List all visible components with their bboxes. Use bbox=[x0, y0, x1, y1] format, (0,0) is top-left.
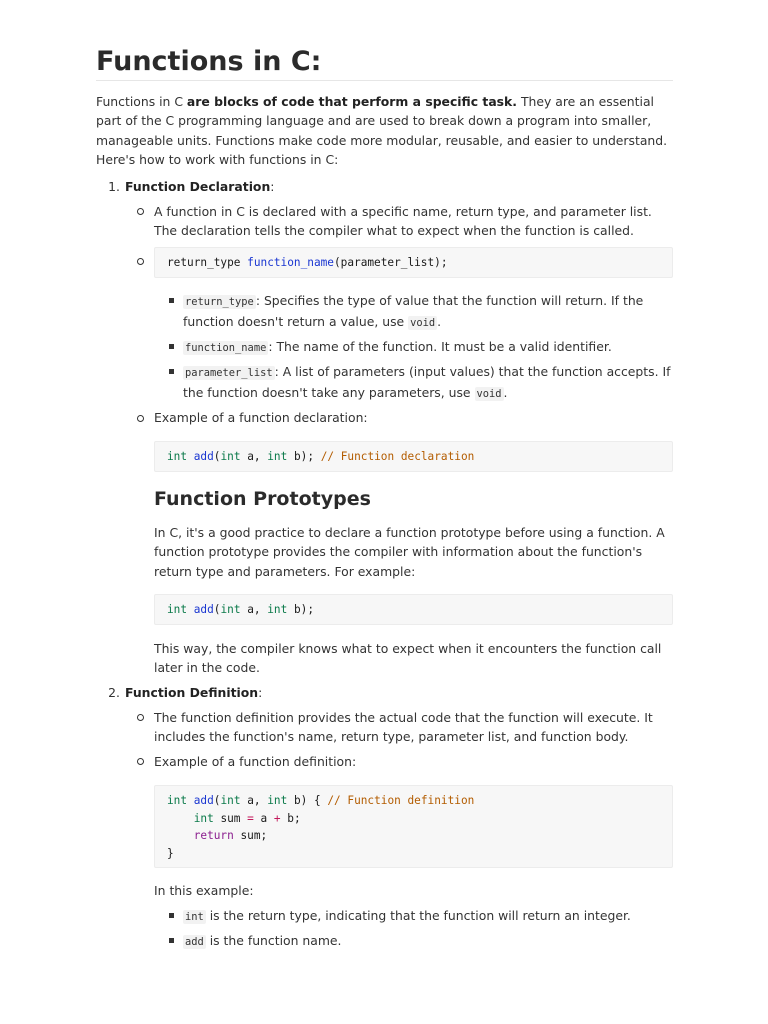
bullet-circle bbox=[137, 415, 144, 422]
section-2-number: 2. bbox=[108, 685, 120, 700]
intro-paragraph: Functions in C are blocks of code that perform a specific task. They are an essential part of the C programming language and are used to break down a program into smaller, manageable units. Functions make code more modular, reusable, and easier to understand. Here's how to work with functions in C: bbox=[96, 94, 668, 168]
section-1-heading: Function Declaration: bbox=[125, 179, 275, 194]
declaration-syntax-code: return_type function_name(parameter_list); bbox=[154, 247, 673, 278]
declaration-example-code: int add(int a, int b); // Function declaration bbox=[154, 441, 673, 472]
definition-text: The function definition provides the actual code that the function will execute. It includes the function's name, return type, parameter list, and function body. bbox=[154, 710, 653, 745]
section-1-number: 1. bbox=[108, 179, 120, 194]
sub-item-parameter-list: parameter_list : A list of parameters (input values) that the function accepts. If the function doesn't take any parameters, use void . bbox=[183, 364, 671, 401]
section-2-heading: Function Definition: bbox=[125, 685, 263, 700]
prototypes-heading: Function Prototypes bbox=[154, 488, 371, 510]
prototypes-followup: This way, the compiler knows what to expect when it encounters the function call later in the code. bbox=[154, 641, 662, 676]
page-title: Functions in C: bbox=[96, 46, 322, 77]
intro-bold: are blocks of code that perform a specific task. bbox=[186, 94, 518, 109]
sub-item-function-name: function_name : The name of the function. It must be a valid identifier. bbox=[185, 339, 612, 354]
definition-example-code: int add(int a, int b) { // Function definition int sum = a + b; return sum; } bbox=[154, 785, 673, 868]
bullet-square bbox=[169, 298, 174, 303]
bullet-square bbox=[169, 369, 174, 374]
bullet-circle bbox=[137, 758, 144, 765]
prototypes-paragraph: In C, it's a good practice to declare a function prototype before using a function. A function prototype provides the compiler with information about the function's return type and parameters. For example: bbox=[154, 525, 665, 579]
bullet-square bbox=[169, 344, 174, 349]
title-divider bbox=[96, 80, 673, 81]
sub-item-return-type: return_type : Specifies the type of value that the function will return. If the function doesn't return a value, use void . bbox=[183, 293, 644, 330]
bullet-circle bbox=[137, 208, 144, 215]
bullet-square bbox=[169, 913, 174, 918]
item-int-return-type: int is the return type, indicating that the function will return an integer. bbox=[185, 908, 631, 923]
in-example-label: In this example: bbox=[154, 883, 254, 898]
prototype-code: int add(int a, int b); bbox=[154, 594, 673, 625]
bullet-circle bbox=[137, 714, 144, 721]
declaration-text: A function in C is declared with a specific name, return type, and parameter list. The declaration tells the compiler what to expect when the function is called. bbox=[154, 204, 652, 239]
bullet-square bbox=[169, 938, 174, 943]
declaration-example-label: Example of a function declaration: bbox=[154, 410, 368, 425]
bullet-circle bbox=[137, 258, 144, 265]
definition-example-label: Example of a function definition: bbox=[154, 754, 357, 769]
item-add-function-name: add is the function name. bbox=[185, 933, 342, 948]
